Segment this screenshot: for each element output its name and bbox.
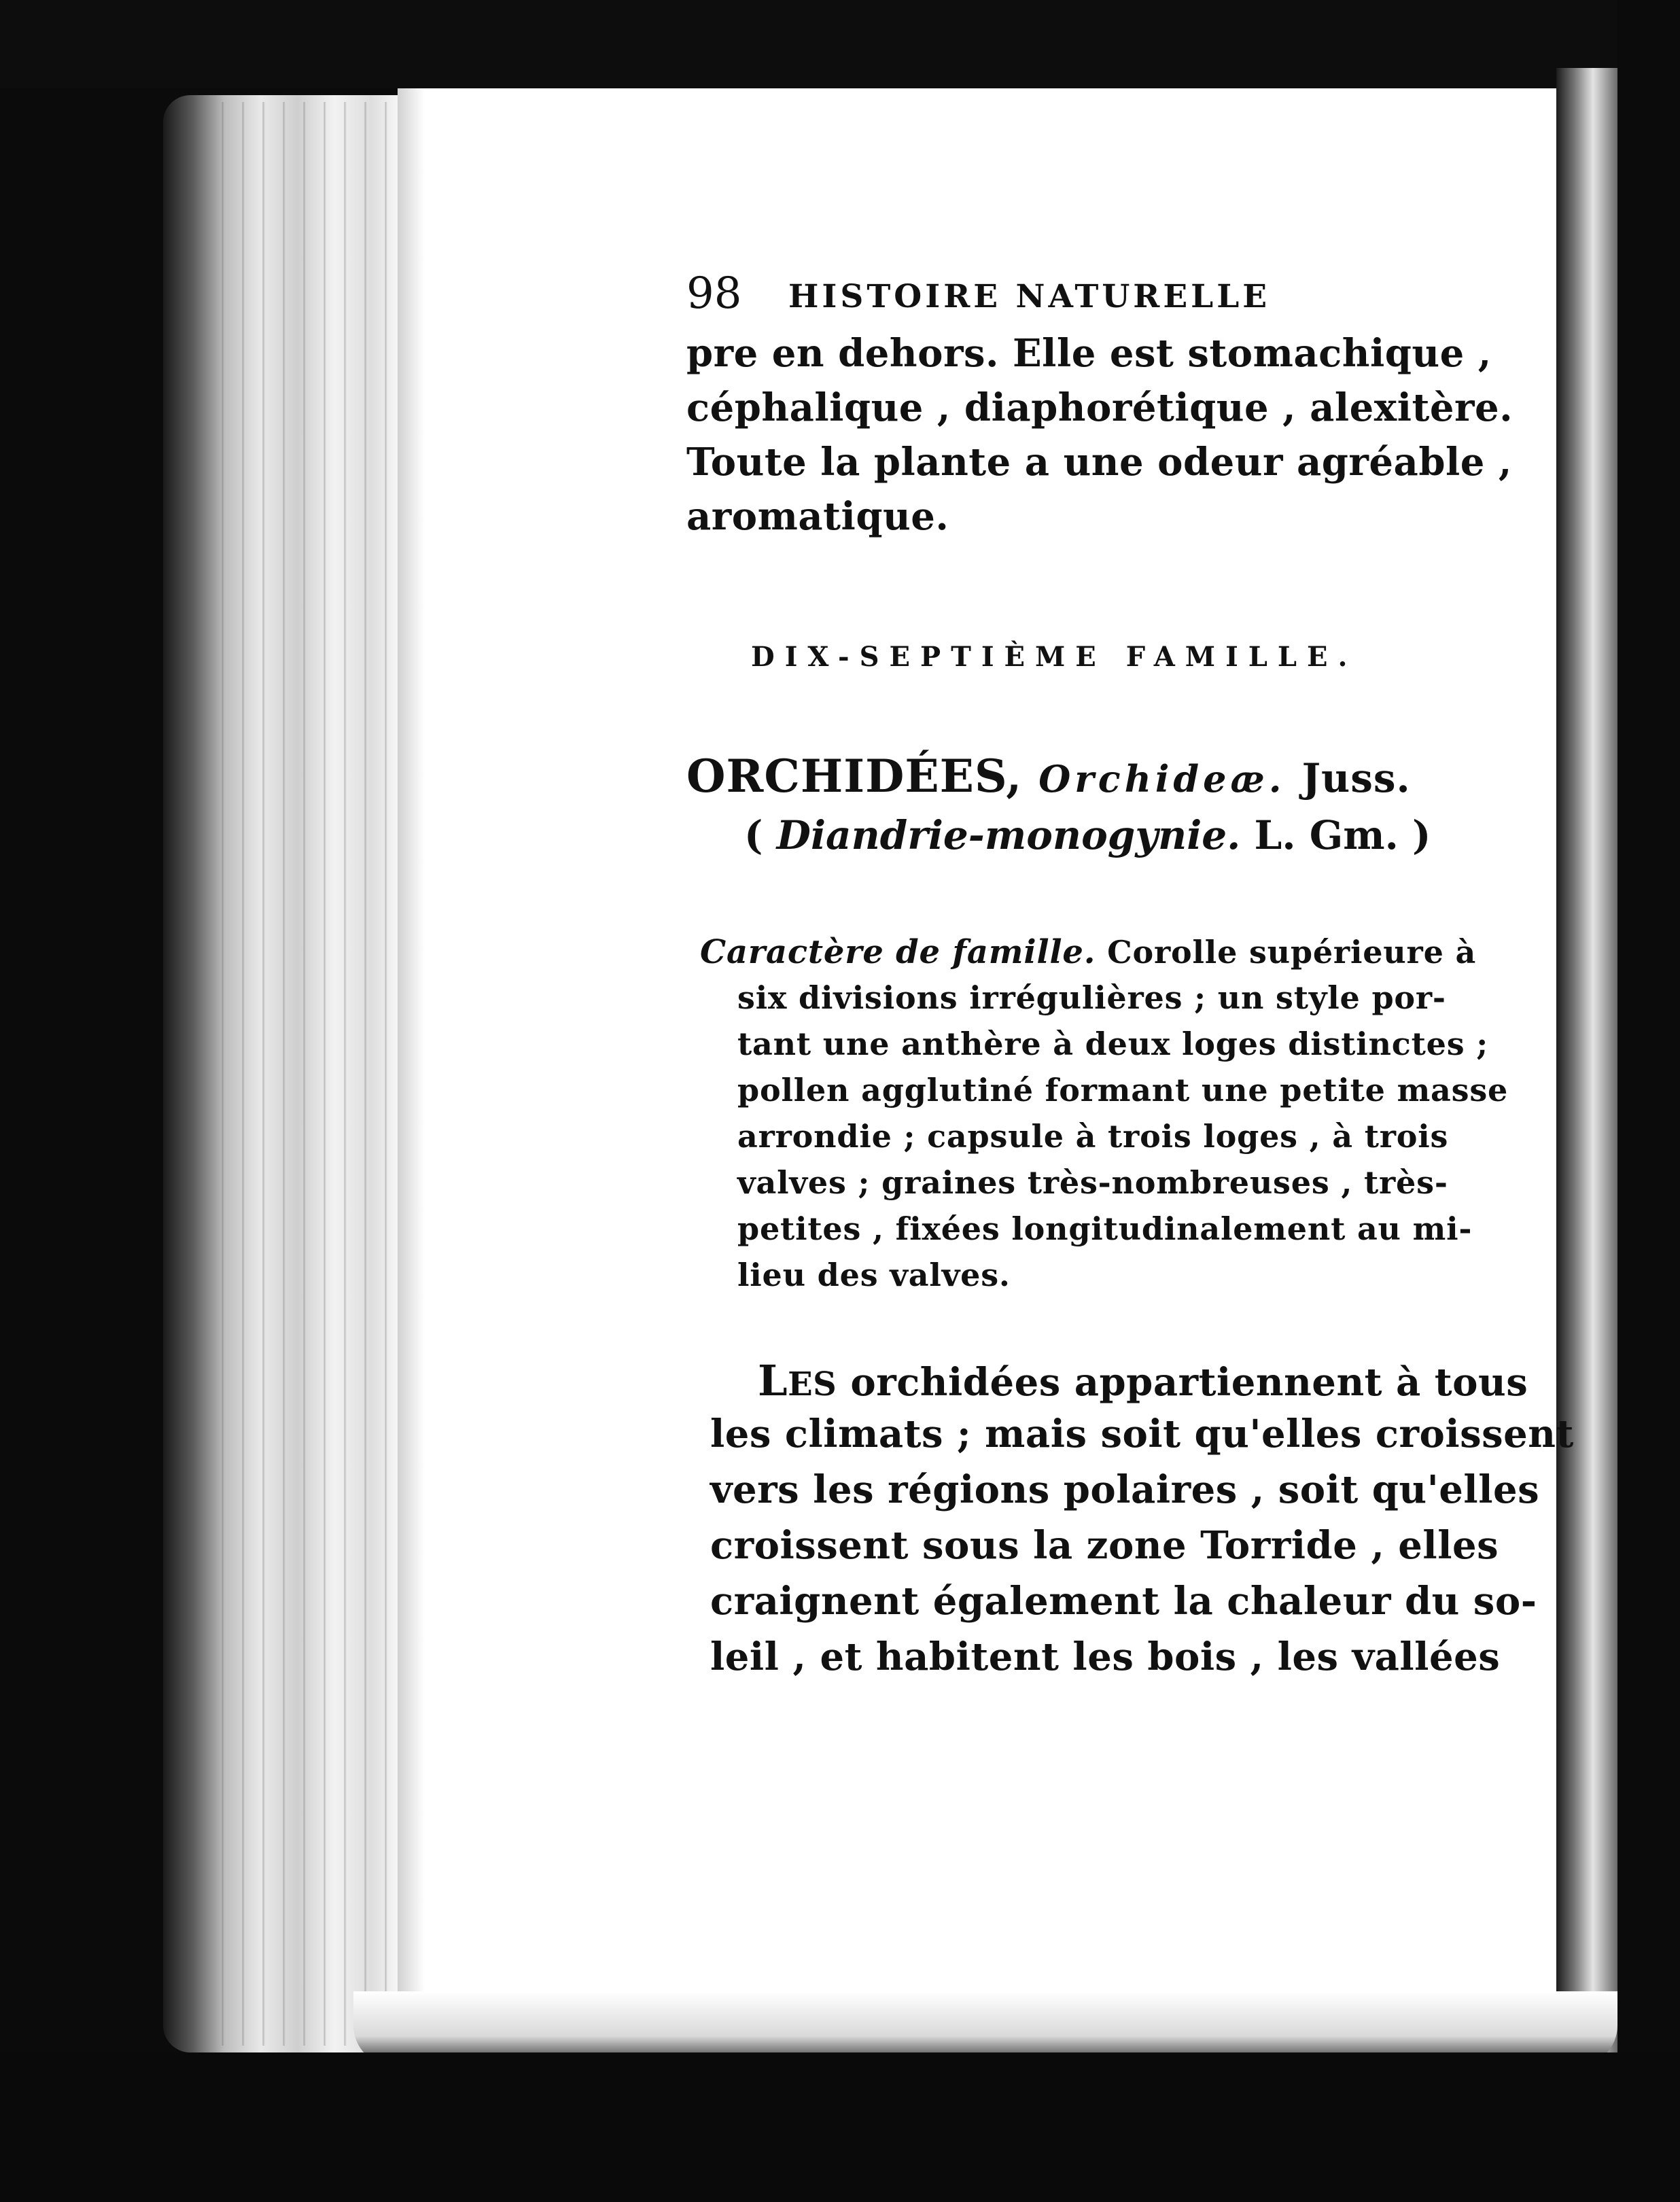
scan-top-border	[0, 0, 1680, 88]
family-title-latin: Orchideæ.	[1038, 757, 1286, 801]
text-line: craignent également la chaleur du so-	[710, 1579, 1537, 1624]
character-first-line	[700, 933, 1476, 971]
page-stack-lines	[204, 102, 408, 2046]
family-title	[686, 750, 1411, 803]
scan-right-border	[1617, 0, 1680, 2202]
text-line: leil , et habitent les bois , les vallées	[710, 1635, 1501, 1679]
right-page-edge	[1556, 68, 1617, 2059]
character-label: Caractère de famille.	[700, 933, 1096, 971]
classification-rest: L. Gm. )	[1254, 812, 1431, 858]
text-line: vers les régions polaires , soit qu'elles	[710, 1467, 1540, 1512]
paragraph-first-text: orchidées appartiennent à tous	[850, 1360, 1528, 1405]
text-line: six divisions irrégulières ; un style por-	[737, 979, 1446, 1016]
paragraph-dropcap-rest: ES	[788, 1365, 837, 1403]
paragraph-first-line	[758, 1356, 1528, 1405]
classification-line	[744, 812, 1431, 858]
text-line: pre en dehors. Elle est stomachique ,	[686, 331, 1492, 376]
text-line: lieu des valves.	[737, 1257, 1011, 1293]
text-line: petites , fixées longitudinalement au mi-	[737, 1210, 1473, 1247]
classification-open: (	[744, 812, 763, 858]
family-title-author: Juss.	[1301, 755, 1411, 801]
gutter-shadow	[398, 88, 425, 2052]
paragraph-dropcap: L	[758, 1356, 788, 1405]
classification-italic: Diandrie-monogynie.	[776, 812, 1241, 858]
text-line: croissent sous la zone Torride , elles	[710, 1523, 1499, 1568]
text-line: tant une anthère à deux loges distinctes ;	[737, 1026, 1489, 1062]
book-page	[398, 88, 1556, 2052]
character-first-text: Corolle supérieure à	[1107, 934, 1477, 971]
running-title: HISTOIRE NATURELLE	[788, 278, 1271, 315]
scan-bottom-border	[0, 2052, 1680, 2202]
text-line: valves ; graines très-nombreuses , très-	[737, 1164, 1448, 1201]
text-line: pollen agglutiné formant une petite masse	[737, 1072, 1509, 1108]
family-title-main: ORCHIDÉES,	[686, 750, 1023, 803]
text-line: aromatique.	[686, 494, 949, 539]
page-number: 98	[686, 268, 742, 319]
text-line: arrondie ; capsule à trois loges , à trois	[737, 1118, 1449, 1155]
family-number-heading: DIX-SEPTIÈME FAMILLE.	[751, 641, 1358, 673]
text-line: céphalique , diaphorétique , alexitère.	[686, 385, 1513, 430]
text-line: les climats ; mais soit qu'elles croissent	[710, 1412, 1574, 1456]
text-line: Toute la plante a une odeur agréable ,	[686, 440, 1512, 485]
